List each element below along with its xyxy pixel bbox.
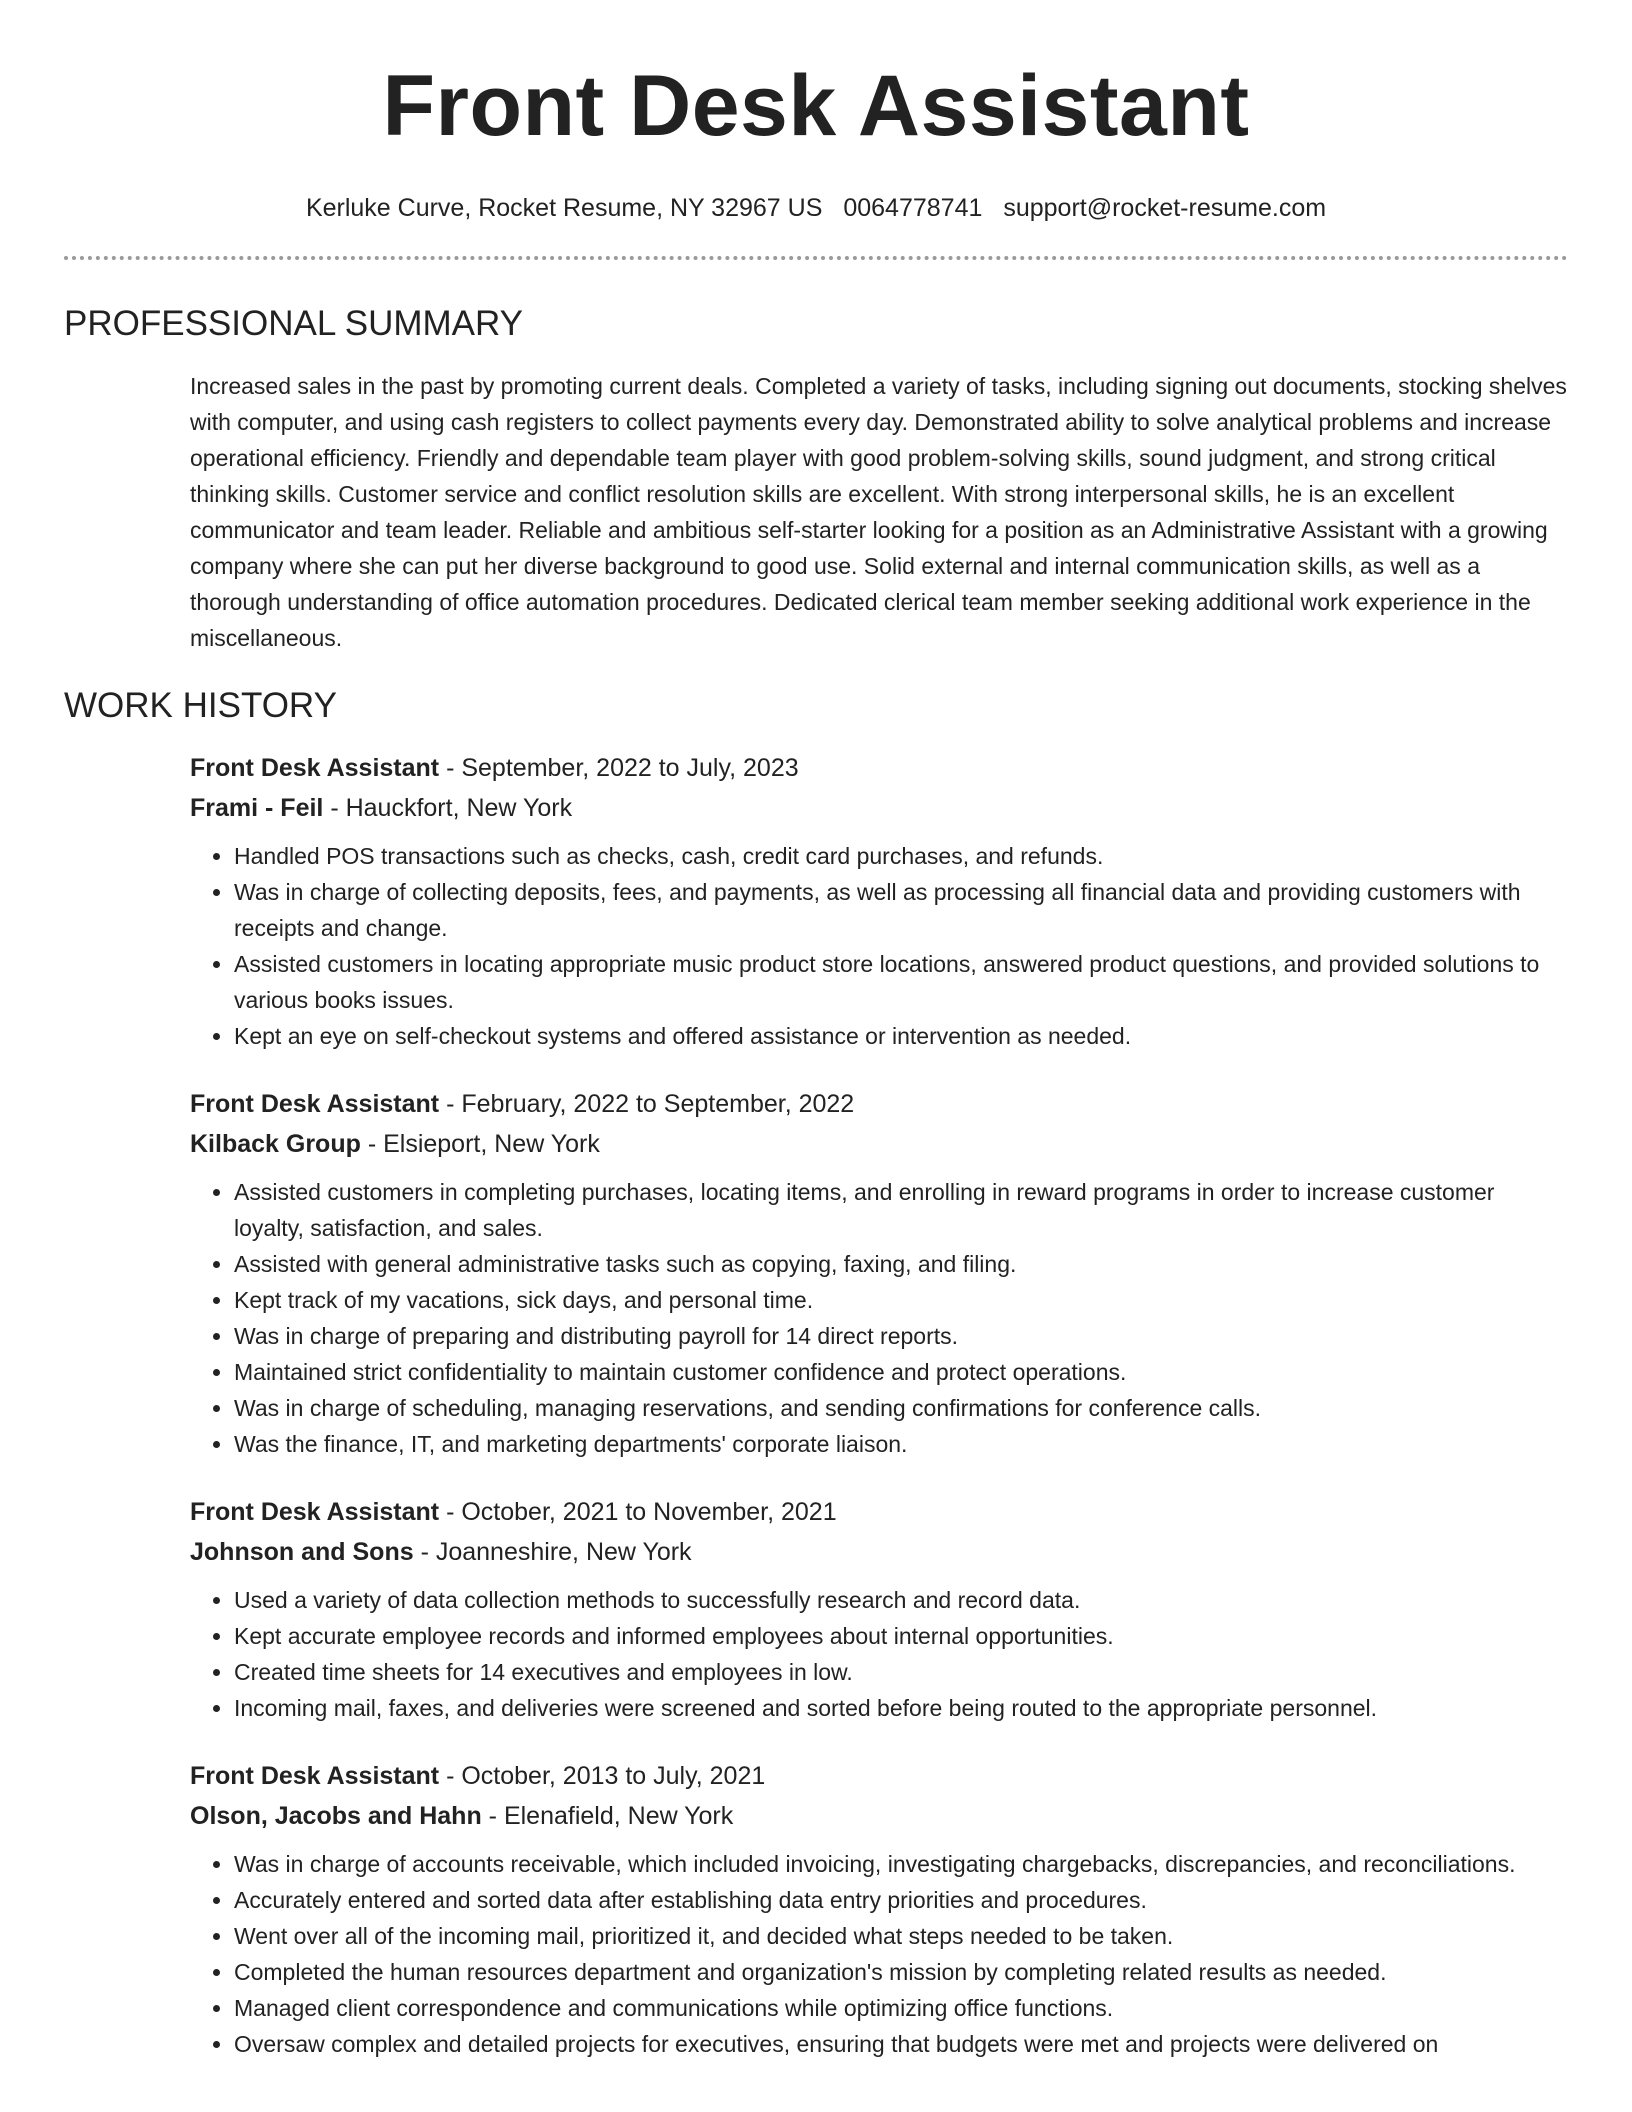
job-role: Front Desk Assistant [190,1090,440,1118]
job-bullet: • Assisted with general administrative tasks such as copying, faxing, and filing. [234,1246,1568,1282]
job-role-line [190,1756,1568,1796]
job-dates: - October, 2013 to July, 2021 [439,1762,766,1790]
contact-email: support@rocket-resume.com [1003,194,1327,222]
job-company-line [190,1124,1568,1164]
job-location: - Elenafield, New York [481,1802,734,1830]
summary-text: Increased sales in the past by promoting current deals. Completed a variety of tasks, including signing out documents, stocking shelves with computer, and using cash registers to collect payments every day. Demonstrated ability to solve analytical problems and increase operational efficiency. Friendly and dependable team player with good problem-solving skills, sound judgment, and strong critical thinking skills. Customer service and conflict resolution skills are excellent. With strong interpersonal skills, he is an excellent communicator and team leader. Reliable and ambitious self-starter looking for a position as an Administrative Assistant with a growing company where she can put her diverse background to good use. Solid external and internal communication skills, as well as a thorough understanding of office automation procedures. Dedicated clerical team member seeking additional work experience in the miscellaneous. [190,373,1567,651]
header-divider [64,256,1568,260]
job-bullet: • Completed the human resources department and organization's mission by completing related results as needed. [234,1954,1568,1990]
job-bullet: • Was in charge of collecting deposits, fees, and payments, as well as processing all financial data and providing customers with receipts and change. [234,874,1568,946]
job-bullet: • Oversaw complex and detailed projects for executives, ensuring that budgets were met and projects were delivered on [234,2026,1568,2062]
job-bullet: • Went over all of the incoming mail, prioritized it, and decided what steps needed to be taken. [234,1918,1568,1954]
job-bullets [190,838,1568,1054]
job-bullet: • Was the finance, IT, and marketing departments' corporate liaison. [234,1426,1568,1462]
job-bullet: • Accurately entered and sorted data after establishing data entry priorities and procedures. [234,1882,1568,1918]
job-bullet: • Kept accurate employee records and informed employees about internal opportunities. [234,1618,1568,1654]
job-company: Kilback Group [190,1130,361,1158]
job-role-line [190,748,1568,788]
job-role: Front Desk Assistant [190,1762,440,1790]
job-dates: - September, 2022 to July, 2023 [439,754,799,782]
job-dates: - October, 2021 to November, 2021 [439,1498,837,1526]
job-location: - Joanneshire, New York [413,1538,692,1566]
contact-address: Kerluke Curve, Rocket Resume, NY 32967 US [305,194,823,222]
job-bullet: • Kept track of my vacations, sick days, and personal time. [234,1282,1568,1318]
job-company: Johnson and Sons [190,1538,414,1566]
contact-line [64,192,1568,224]
job-company: Olson, Jacobs and Hahn [190,1802,482,1830]
job-entry [190,1492,1568,1726]
job-bullet: • Was in charge of preparing and distributing payroll for 14 direct reports. [234,1318,1568,1354]
job-bullet: • Handled POS transactions such as checks, cash, credit card purchases, and refunds. [234,838,1568,874]
job-bullets [190,1582,1568,1726]
job-bullet: • Was in charge of accounts receivable, which included invoicing, investigating chargebacks, discrepancies, and reconciliations. [234,1846,1568,1882]
job-company-line [190,1532,1568,1572]
job-role: Front Desk Assistant [190,1498,440,1526]
job-entry [190,1084,1568,1462]
section-title-summary: PROFESSIONAL SUMMARY [64,304,523,343]
job-location: - Hauckfort, New York [323,794,573,822]
job-entry [190,748,1568,1054]
job-entry [190,1756,1568,2062]
job-location: - Elsieport, New York [360,1130,600,1158]
job-company-line [190,788,1568,828]
job-role-line [190,1492,1568,1532]
job-bullet: • Incoming mail, faxes, and deliveries were screened and sorted before being routed to the appropriate personnel. [234,1690,1568,1726]
job-bullets [190,1846,1568,2062]
job-bullet: • Maintained strict confidentiality to maintain customer confidence and protect operations. [234,1354,1568,1390]
job-bullet: • Assisted customers in locating appropriate music product store locations, answered product questions, and provided solutions to various books issues. [234,946,1568,1018]
contact-phone: 0064778741 [843,194,983,222]
job-dates: - February, 2022 to September, 2022 [439,1090,855,1118]
job-role: Front Desk Assistant [190,754,440,782]
job-bullet: • Was in charge of scheduling, managing reservations, and sending confirmations for conference calls. [234,1390,1568,1426]
job-bullet: • Kept an eye on self-checkout systems and offered assistance or intervention as needed. [234,1018,1568,1054]
job-bullet: • Managed client correspondence and communications while optimizing office functions. [234,1990,1568,2026]
work-history-list [190,748,1568,2062]
resume-title: Front Desk Assistant [382,58,1250,154]
job-bullet: • Used a variety of data collection methods to successfully research and record data. [234,1582,1568,1618]
job-company: Frami - Feil [190,794,324,822]
job-company-line [190,1796,1568,1836]
job-bullets [190,1174,1568,1462]
job-bullet: • Assisted customers in completing purchases, locating items, and enrolling in reward programs in order to increase customer loyalty, satisfaction, and sales. [234,1174,1568,1246]
job-bullet: • Created time sheets for 14 executives and employees in low. [234,1654,1568,1690]
section-title-work-history: WORK HISTORY [64,686,337,725]
job-role-line [190,1084,1568,1124]
